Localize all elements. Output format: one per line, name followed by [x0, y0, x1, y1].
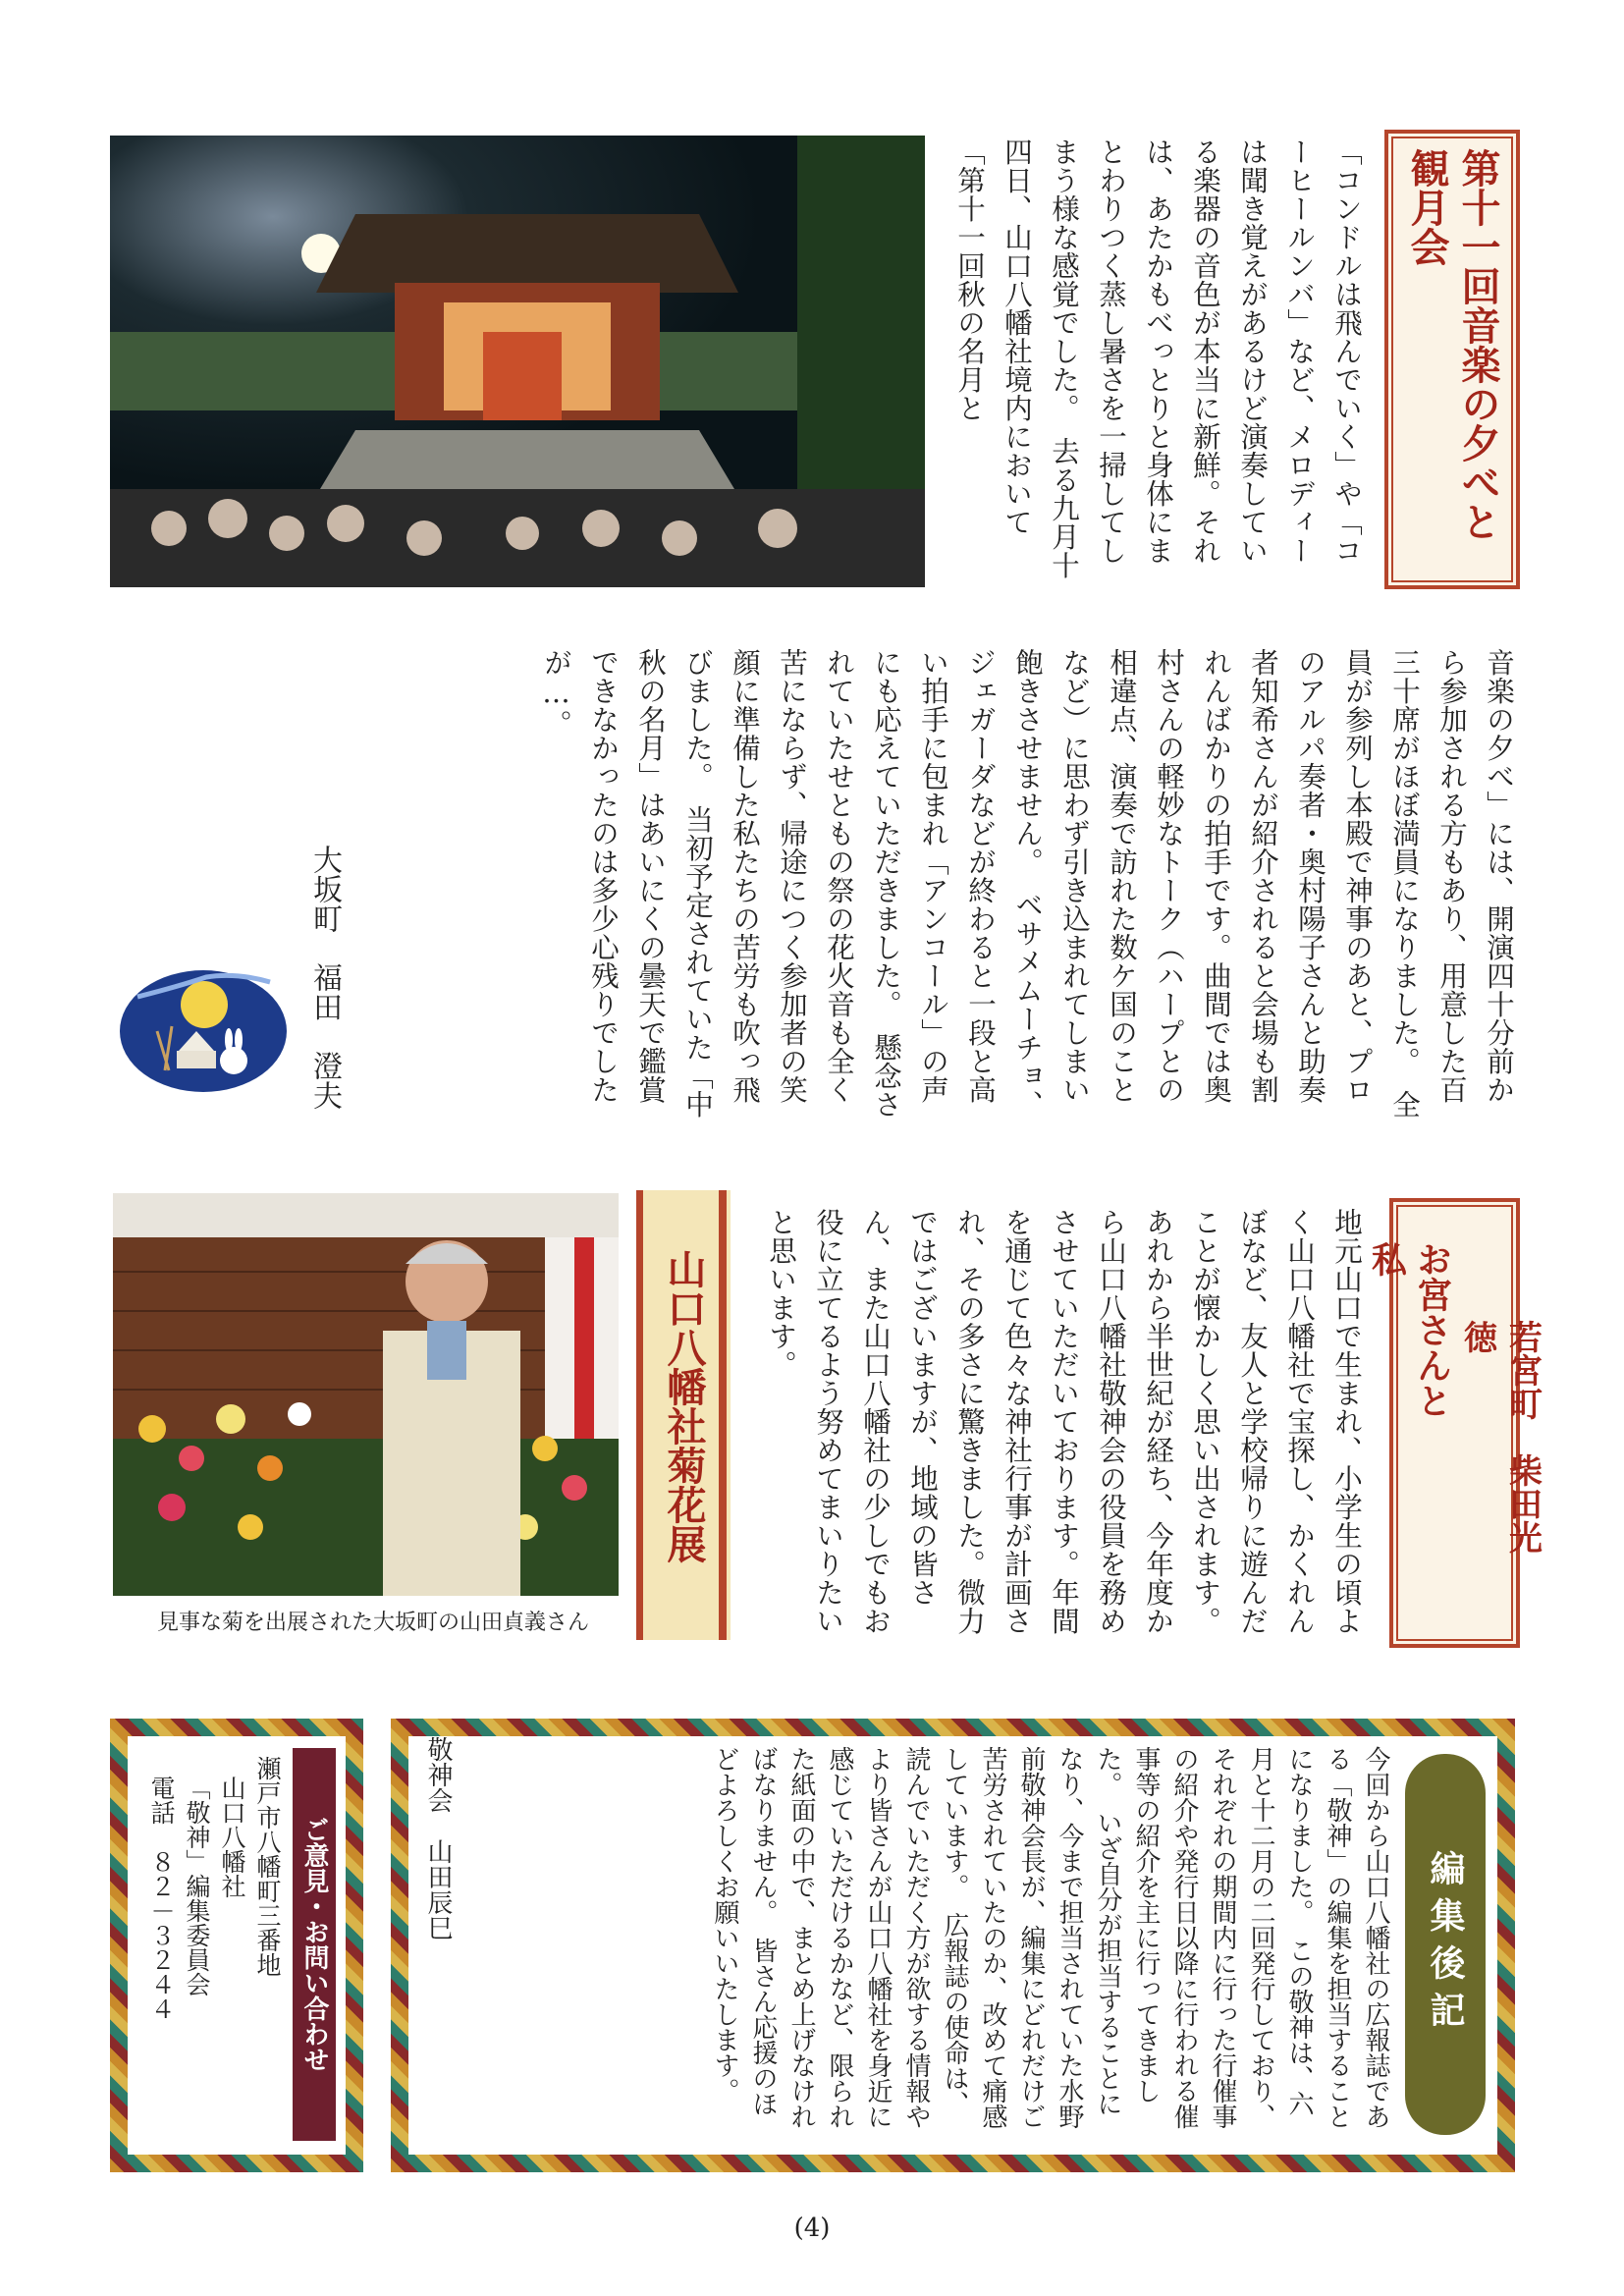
contact-committee: 「敬神」編集委員会 — [183, 1776, 211, 1996]
chrysanthemum-image — [113, 1193, 619, 1596]
contact-box-frame — [110, 1719, 363, 2172]
editor-title: 編集後記 — [1425, 1850, 1466, 2039]
chrysanthemum-photo — [113, 1193, 619, 1596]
section1-column-a: 「コンドルは飛んでいく」や「コーヒールンバ」など、メロディーは聞き覚えがあるけど演奏している楽器の音色が本当に新鮮。それは、あたかもべっとりと身体にまとわりつく蒸し暑さを一掃してしまう様な感覚でした。 去る九月十四日、山口八幡社境内において「第十一回秋の名月と — [953, 137, 1363, 579]
section2-title-box — [1366, 1198, 1543, 1648]
chrysanthemum-caption: 見事な菊を出展された大坂町の山田貞義さん — [156, 1611, 589, 1635]
section3-title-bar — [636, 1190, 731, 1640]
contact-box-inner — [128, 1736, 346, 2155]
section1-title: 第十一回音楽の夕べと観月会 — [1404, 148, 1501, 541]
section2-body: 地元山口で生まれ、小学生の頃よく山口八幡社で宝探し、かくれんぼなど、友人と学校帰りに遊んだことが懐かしく思い出されます。 あれから半世紀が経ち、今年度から山口八幡社敬神会の役員を務めさせていただいております。年間を通じて色々な神社行事が計画され、その多さに驚きました。微力ではございますが、地域の皆さん、また山口八幡社の少しでもお役に立てるよう努めてまいりたいと思います。 — [765, 1208, 1363, 1650]
contact-org: 山口八幡社 — [218, 1776, 246, 1898]
moon-rabbit-illustration — [118, 957, 290, 1100]
editor-body: 今回から山口八幡社の広報誌である「敬神」の編集を担当することになりました。 この敬神は、六月と十二月の二回発行しており、それぞれの期間内に行った行催事の紹介や発行日以降に行われる催事等の紹介を主に行ってきました。 いざ自分が担当することになり、今まで担当されていた水野前敬神会長が、編集にどれだけご苦労されていたのか、改めて痛感しています。 広報誌の使命は、読んでいただく方が欲する情報やより皆さんが山口八幡社を身近に感じていただけるかなど、限られた紙面の中で、まとめ上げなければなりません。 皆さん応援のほどよろしくお願いいたします。 — [710, 1746, 1390, 2129]
section1-column-b: 音楽の夕べ」には、開演四十分前から参加される方もあり、用意した百三十席がほぼ満員になりました。 全員が参列し本殿で神事のあと、プロのアルパ奏者・奥村陽子さんと助奏者知希さんが紹介されると会場も割れんばかりの拍手です。曲間では奥村さんの軽妙なトーク（ハープとの相違点、演奏で訪れた数ケ国のことなど）に思わず引き込まれてしまい飽きさせません。 ベサメムーチョ、ジェガーダなどが終わると一段と高い拍手に包まれ「アンコール」の声にも応えていただきました。 懸念されていたせともの祭の花火音も全く苦にならず、帰途につく参加者の笑顔に準備した私たちの苦労も吹っ飛びました。 当初予定されていた「中秋の名月」はあいにくの曇天で鑑賞できなかったのは多少心残りでしたが…。 — [540, 648, 1515, 1119]
shrine-concert-photo — [110, 136, 925, 587]
section2-subtitle: 若宮町 柴田光徳 — [1457, 1320, 1543, 1554]
moon-rabbit-icon — [118, 957, 290, 1100]
editor-box-frame — [391, 1719, 1515, 2172]
contact-title-bar — [293, 1748, 336, 2141]
page-number: (4) — [793, 2214, 831, 2243]
editor-signature: 敬神会 山田辰巳 — [423, 1736, 453, 1941]
contact-address: 瀬戸市八幡町三番地 — [253, 1756, 282, 1977]
section1-author: 大坂町 福田 澄夫 — [307, 845, 342, 1110]
editor-title-bar — [1405, 1754, 1486, 2135]
title-bar-edge — [719, 1190, 727, 1640]
contact-title: ご意見・お問い合わせ — [299, 1817, 329, 2072]
section3-title: 山口八幡社菊花展 — [661, 1249, 707, 1563]
section1-title-box — [1384, 130, 1520, 589]
shrine-concert-image — [110, 136, 925, 587]
contact-phone: 電話 ８２－３２４４ — [147, 1776, 176, 2021]
section2-title: お宮さんと私 — [1366, 1241, 1453, 1418]
editor-box-inner — [408, 1736, 1497, 2155]
